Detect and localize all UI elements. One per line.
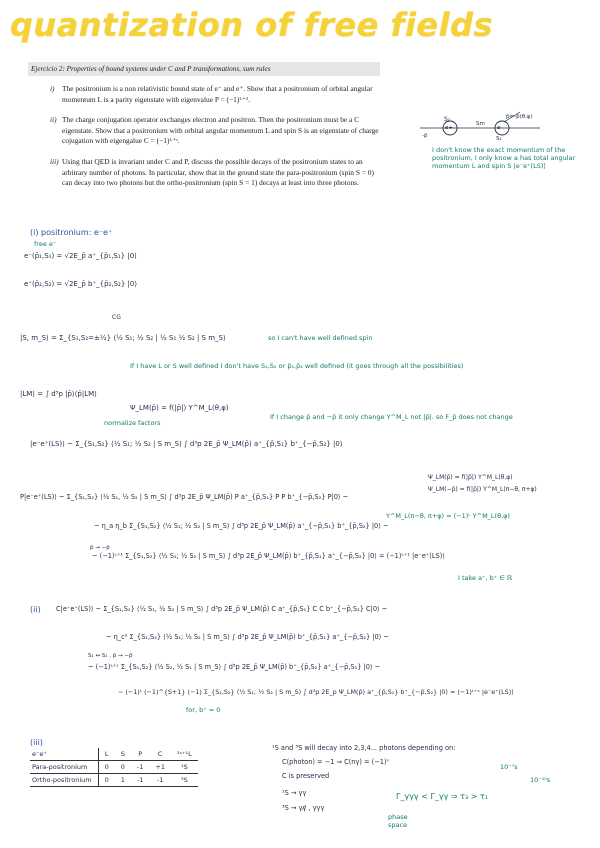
exercise-item-2 — [50, 115, 380, 147]
gamma-relation: Γ_γγγ < Γ_γγ ⇒ τ₃ > τ₁ — [396, 792, 488, 801]
table-cell: -1 — [149, 774, 171, 787]
table-header: e⁻e⁺ — [30, 748, 98, 761]
part-i-label: (i) positronium: e⁻e⁺ — [30, 228, 113, 237]
eq-parity-right-2: Ψ_LM(−p̄) = f(|p̄|) Y^M_L(π−θ, π+φ) — [428, 486, 537, 493]
note-spin: so I can't have well defined spin — [268, 334, 373, 342]
diagram-label-neg-p: -p̄ — [422, 133, 428, 139]
free-electron-label: free e⁻ — [34, 240, 57, 248]
note-for-b: for, b⁺ = 0 — [186, 706, 221, 714]
positronium-diagram — [420, 110, 570, 150]
eq-parity-1: P|e⁻e⁺(LS)⟩ ~ Σ_{S₁,S₂} ⟨½ S₁, ½ S₂ | S m_S⟩ ∫ d³p 2E_p̄ Ψ_LM(p̄) P a⁺_{p̄,S₁} P P b⁺_{−p̄,S₂} P|0⟩ ~ — [20, 493, 349, 501]
diagram-label-s1: S₁ — [496, 136, 502, 142]
eq-parity-right-3: Y^M_L(π−θ, π+φ) = (−1)ᴸ Y^M_L(θ,φ) — [386, 512, 510, 520]
page-title: quantization of free fields — [10, 6, 494, 44]
note-parity-change: If I change p̄ and −p̄ it only change Y^M_L not |p̄|. so F_p̄ does not change — [270, 413, 513, 421]
diagram-note: I don't know the exact momentum of the positronium, I only know a has total angular momentum L and spin S |e⁻e⁺(LS)⟩ — [432, 146, 576, 170]
exercise-header: Ejercicio 2: Properties of bound systems under C and P transformations, sum rules — [28, 62, 380, 76]
table-cell: 0 — [115, 761, 131, 774]
exercise-item-3 — [50, 157, 380, 189]
table-cell: +1 — [149, 761, 171, 774]
exercise-item-text: Using that QED is invariant under C and P, discuss the possible decays of the positronium states to an arbitrary number of photons. In particular, show that in the ground state the para-positronium (spin S = 0) can decay into two photons but the ortho-positronium (spin S = 1) decays at least into three photons. — [62, 157, 374, 188]
exercise-item-number: iii) — [50, 157, 59, 166]
table-cell: ¹S — [171, 761, 198, 774]
phase-space-label: phase space — [388, 813, 408, 829]
table-cell: -1 — [131, 761, 149, 774]
diagram-label-sm: Sm — [476, 121, 485, 127]
eq-free-electron: e⁻(p̄₁,S₁) = √2E_p̄ a⁺_{p̄₁,S₁} |0⟩ — [24, 252, 137, 260]
eq-parity-prefix: p̄ → −p̄ — [90, 545, 110, 551]
table-row — [30, 774, 198, 787]
decay-text-2: C(photon) = −1 ⇒ C(nγ) = (−1)ⁿ — [282, 758, 390, 766]
table-header: ²ˢ⁺¹L — [171, 748, 198, 761]
eq-angular-state: |LM⟩ = ∫ d³p |p̄⟩⟨p̄|LM⟩ — [20, 390, 97, 398]
table-cell: ³S — [171, 774, 198, 787]
table-header-row — [30, 748, 198, 761]
lifetime-para: 10⁻⁷s — [500, 763, 518, 771]
diagram-label-s2: S₂ — [444, 116, 451, 123]
eq-charge-3: ~ (−1)ᴸ⁺ˢ Σ_{S₁,S₂} ⟨½ S₂, ½ S₁ | S m_S⟩ ∫ d³p 2E_p̄ Ψ_LM(p̄) b⁺_{p̄,S₂} a⁺_{−p̄,S₁} |0⟩ ~ — [88, 663, 381, 671]
diagram-label-em: e- — [497, 125, 503, 131]
lifetime-ortho: 10⁻¹⁰s — [530, 776, 551, 784]
eq-parity-3: ~ (−1)ᴸ⁺¹ Σ_{S₁,S₂} ⟨½ S₁; ½ S₂ | S m_S⟩ ∫ d³p 2E_p̄ Ψ_LM(p̄) b⁺_{p̄,S₁} a⁺_{−p̄,S₂} |0⟩ = (−1)ᴸ⁺¹ |e⁻e⁺(LS)⟩ — [92, 552, 445, 560]
eq-parity-right-1: Ψ_LM(p̄) = f(|p̄|) Y^M_L(θ,φ) — [428, 474, 513, 481]
note-well-defined: If I have L or S well defined I don't have S₁,S₂ or p̄₁,p̄₂ well defined (it goes through all the possibilities) — [130, 362, 464, 370]
decay-text-3: C is preserved — [282, 772, 330, 780]
diagram-label-p: p̄=-p̄(θ,φ) — [506, 114, 533, 120]
normalize-label: normalize factors — [104, 419, 161, 427]
eq-wavefunction: Ψ_LM(p̄) = f(|p̄|) Y^M_L(θ,φ) — [130, 404, 229, 412]
table-cell: -1 — [131, 774, 149, 787]
eq-charge-4: ~ (−1)ᴸ (−1)^{S+1} (−1) Σ_{S₁,S₂} ⟨½ S₁; ½ S₂ | S m_S⟩ ∫ d³p 2E_p Ψ_LM(p̄) a⁺_{p̄,S₁} b⁺_{−p̄,S₂} |0⟩ = (−1)ᴸ⁺ˢ |e⁻e⁺(LS)⟩ — [118, 688, 514, 696]
exercise-item-text: The charge conjugation operator exchanges electron and positron. Then the positronium must be a C eigenstate. Show that a positronium with orbital angular momentum L and spin S is an eigenstate of charge cojugation with eigengalue C = (−1)ᴸ⁺ˢ. — [62, 115, 379, 146]
table-cell: Para-positronium — [30, 761, 98, 774]
exercise-item-number: i) — [50, 84, 55, 93]
eq-parity-2: ~ η_a η_b Σ_{S₁,S₂} ⟨½ S₁; ½ S₂ | S m_S⟩ ∫ d³p 2E_p̄ Ψ_LM(p̄) a⁺_{−p̄,S₁} b⁺_{p̄,S₂} |0⟩ ~ — [94, 522, 389, 530]
eq-spin-state: |S, m_S⟩ = Σ_{S₁,S₂=±½} ⟨½ S₁; ½ S₂ | ½ S₁ ½ S₂ | S m_S⟩ — [20, 334, 226, 342]
part-ii-label: (ii) — [30, 605, 41, 614]
diagram-label-ep: e+ — [445, 125, 453, 131]
table-header: C — [149, 748, 171, 761]
decay-ortho: ³S → γγ̸ , γγγ — [282, 804, 325, 812]
table-header: P — [131, 748, 149, 761]
eq-free-positron: e⁺(p̄₂,S₂) = √2E_p̄ b⁺_{p̄₂,S₂} |0⟩ — [24, 280, 138, 288]
exercise-item-number: ii) — [50, 115, 57, 124]
part-iii-label: (iii) — [30, 738, 43, 747]
table-header: S — [115, 748, 131, 761]
exercise-item-text: The positronium is a non relativistic bound state of e⁻ and e⁺. Show that a positronium of orbital angular momentum L is a parity eigenstate with eigenvalue P = (−1)ᴸ⁺¹. — [62, 84, 373, 104]
eq-charge-2: ~ η_c² Σ_{S₁,S₂} ⟨½ S₁; ½ S₂ | S m_S⟩ ∫ d³p 2E_p̄ Ψ_LM(p̄) b⁺_{p̄,S₁} a⁺_{−p̄,S₂} |0⟩ ~ — [106, 633, 389, 641]
table-cell: 0 — [98, 774, 115, 787]
decay-text-1: ¹S and ³S will decay into 2,3,4... photons depending on: — [272, 744, 456, 752]
eq-charge-1: C|e⁻e⁺(LS)⟩ ~ Σ_{S₁,S₂} ⟨½ S₁, ½ S₂ | S m_S⟩ ∫ d³p 2E_p̄ Ψ_LM(p̄) C a⁺_{p̄,S₁} C C b⁺_{−p̄,S₂} C|0⟩ ~ — [56, 605, 388, 613]
cg-label: CG — [112, 314, 121, 321]
eq-positronium-state: |e⁻e⁺(LS)⟩ ~ Σ_{S₁,S₂} ⟨½ S₁; ½ S₂ | S m_S⟩ ∫ d³p 2E_p̄ Ψ_LM(p̄) a⁺_{p̄,S₁} b⁺_{−p̄,S₂} |0⟩ — [30, 440, 343, 448]
decay-para: ¹S → γγ — [282, 789, 307, 797]
table-cell: 1 — [115, 774, 131, 787]
table-cell: Ortho-positronium — [30, 774, 98, 787]
table-header: L — [98, 748, 115, 761]
properties-table — [30, 748, 198, 787]
table-cell: 0 — [98, 761, 115, 774]
exercise-item-1 — [50, 84, 380, 105]
table-row — [30, 761, 198, 774]
note-real-operators: I take a⁺, b⁺ ∈ ℝ — [458, 574, 513, 582]
eq-charge-prefix: S₁ ↔ S₂ , p̄ → −p̄ — [88, 653, 133, 659]
